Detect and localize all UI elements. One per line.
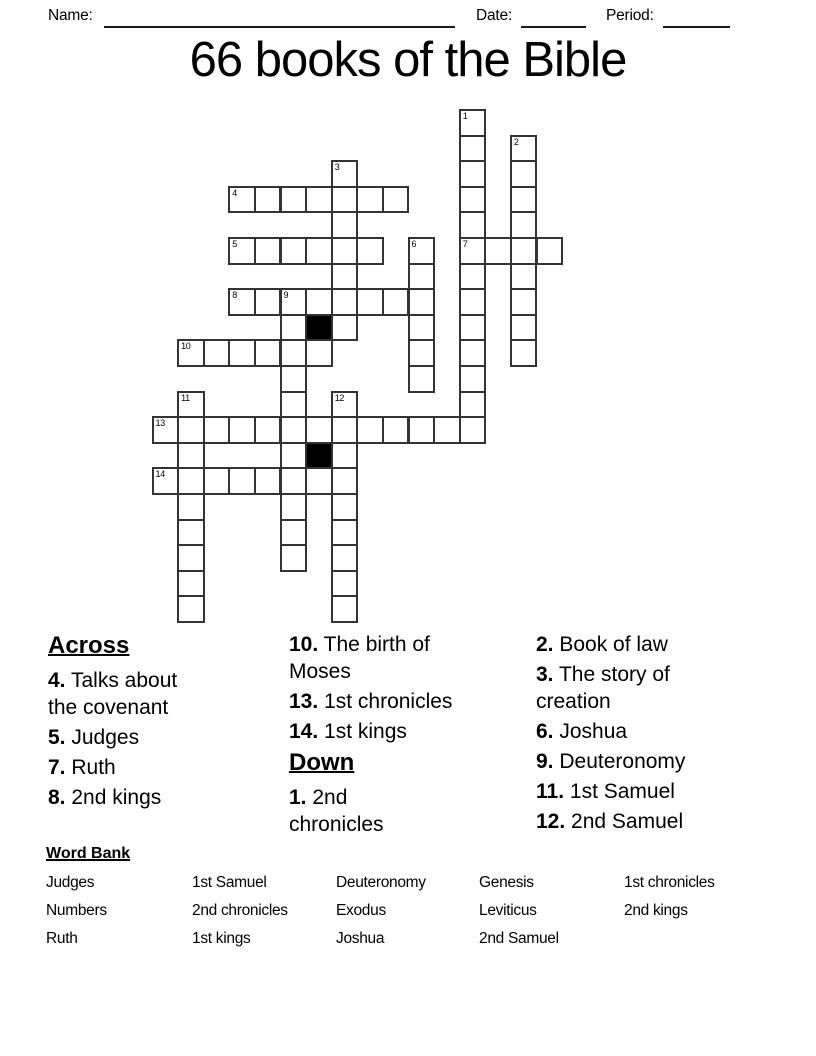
clue-line: the covenant [48, 696, 169, 719]
grid-cell [356, 186, 384, 214]
name-label: Name: [48, 7, 93, 24]
period-label: Period: [606, 7, 654, 24]
word-bank-item: Ruth [46, 930, 78, 947]
grid-cell [177, 391, 205, 419]
cell-number: 7 [462, 239, 468, 249]
grid-cell [331, 595, 359, 623]
clue-item [536, 661, 685, 715]
cell-number: 4 [232, 187, 238, 198]
grid-cell [280, 519, 308, 547]
clue-text: 1st kings [324, 720, 407, 743]
grid-cell [331, 391, 359, 419]
clue-text: 2nd Samuel [571, 810, 684, 833]
word-bank-item: Exodus [336, 902, 386, 919]
grid-cell [280, 365, 308, 393]
date-label: Date: [476, 7, 513, 24]
grid-cell [254, 288, 282, 316]
cell-number: 12 [334, 392, 345, 403]
grid-cell [280, 493, 308, 521]
clue-item [536, 631, 685, 658]
clue-number: 10. [289, 633, 319, 656]
word-bank-title: Word Bank [46, 845, 131, 862]
clue-line [536, 661, 685, 688]
cell-number: 14 [155, 469, 165, 480]
clue-text: The story of [558, 663, 670, 686]
grid-cell [459, 237, 487, 265]
grid-cell [331, 544, 359, 572]
clue-text: Talks about [70, 669, 178, 692]
grid-cell [536, 237, 564, 265]
grid-cell [510, 339, 538, 367]
grid-cell [459, 109, 487, 137]
grid-cell [177, 595, 205, 623]
clue-item [536, 748, 685, 775]
grid-cell [228, 288, 256, 316]
grid-cell [408, 237, 436, 265]
clue-line [536, 631, 685, 658]
clue-text: Judges [71, 726, 140, 749]
grid-cell [228, 467, 256, 495]
clue-line [536, 808, 685, 835]
clue-text: 1st chronicles [324, 690, 453, 713]
clue-line [536, 778, 685, 805]
clue-text: Ruth [71, 756, 116, 779]
clue-line [48, 724, 177, 751]
clue-item [48, 754, 177, 781]
word-bank-item: Leviticus [479, 902, 537, 919]
grid-cell [510, 263, 538, 291]
word-bank-item: Numbers [46, 902, 107, 919]
clue-item [48, 667, 177, 721]
clue-line [48, 784, 177, 811]
name-blank-line [104, 26, 455, 28]
cell-number: 10 [181, 341, 191, 352]
grid-cell [177, 544, 205, 572]
grid-cell [152, 467, 180, 495]
grid-cell [459, 211, 487, 239]
clue-column-1 [289, 631, 452, 841]
clue-item [536, 778, 685, 805]
grid-cell [331, 160, 359, 188]
grid-cell-black [305, 314, 333, 342]
clue-line [536, 748, 685, 775]
grid-cell [459, 288, 487, 316]
grid-cell [152, 416, 180, 444]
clue-line [289, 784, 452, 811]
clue-number: 7. [48, 756, 66, 779]
word-bank-item: Deuteronomy [336, 874, 426, 891]
grid-cell [254, 416, 282, 444]
cell-number: 3 [334, 162, 340, 173]
grid-cell [177, 493, 205, 521]
grid-cell [459, 339, 487, 367]
grid-cell [305, 416, 333, 444]
clue-item [536, 718, 685, 745]
clue-number: 11. [536, 780, 565, 803]
word-bank-item: 1st Samuel [192, 874, 267, 891]
clue-section-header: Across [48, 632, 130, 659]
clue-line: creation [536, 690, 611, 713]
grid-cell [510, 186, 538, 214]
grid-cell [331, 442, 359, 470]
grid-cell [459, 365, 487, 393]
grid-cell [280, 314, 308, 342]
clue-number: 13. [289, 690, 319, 713]
cell-number: 2 [513, 136, 519, 147]
clue-number: 4. [48, 669, 66, 692]
grid-cell [331, 519, 359, 547]
clue-number: 5. [48, 726, 66, 749]
grid-cell [280, 544, 308, 572]
grid-cell [382, 288, 410, 316]
clue-text: 2nd kings [71, 786, 162, 809]
cell-number: 11 [181, 392, 190, 403]
word-bank-item: 1st chronicles [624, 874, 715, 891]
clue-text: Deuteronomy [559, 750, 686, 773]
cell-number: 5 [232, 239, 238, 249]
grid-cell [408, 339, 436, 367]
grid-cell [382, 416, 410, 444]
grid-cell [280, 442, 308, 470]
clue-item [48, 724, 177, 751]
clue-line [48, 754, 177, 781]
grid-cell [177, 570, 205, 598]
word-bank-item: Genesis [479, 874, 534, 891]
grid-cell [331, 263, 359, 291]
grid-cell [459, 391, 487, 419]
clue-line: chronicles [289, 813, 384, 836]
clue-number: 2. [536, 633, 554, 656]
clue-line [289, 718, 452, 745]
grid-cell [254, 467, 282, 495]
clue-text: 1st Samuel [569, 780, 675, 803]
grid-cell [459, 160, 487, 188]
grid-cell [254, 339, 282, 367]
grid-cell [459, 314, 487, 342]
grid-cell [280, 186, 308, 214]
grid-cell [203, 416, 231, 444]
grid-cell [459, 186, 487, 214]
grid-cell [356, 237, 384, 265]
clue-column-0 [48, 631, 177, 814]
grid-cell [331, 186, 359, 214]
grid-cell [408, 288, 436, 316]
grid-cell [408, 263, 436, 291]
grid-cell [177, 467, 205, 495]
word-bank-item: 2nd kings [624, 902, 688, 919]
cell-number: 6 [411, 239, 417, 249]
grid-cell [203, 467, 231, 495]
grid-cell [228, 339, 256, 367]
grid-cell [356, 288, 384, 316]
grid-cell-black [305, 442, 333, 470]
clue-item [289, 784, 452, 838]
cell-number: 9 [283, 290, 289, 301]
grid-cell [331, 570, 359, 598]
clue-number: 6. [536, 720, 554, 743]
grid-cell [331, 467, 359, 495]
grid-cell [510, 211, 538, 239]
grid-cell [331, 288, 359, 316]
grid-cell [280, 288, 308, 316]
clue-number: 3. [536, 663, 554, 686]
clue-item [289, 688, 452, 715]
grid-cell [177, 519, 205, 547]
grid-cell [408, 365, 436, 393]
clue-item [289, 718, 452, 745]
clue-number: 9. [536, 750, 554, 773]
clue-number: 8. [48, 786, 66, 809]
grid-cell [510, 160, 538, 188]
grid-cell [280, 391, 308, 419]
grid-cell [280, 467, 308, 495]
grid-cell [177, 442, 205, 470]
cell-number: 8 [232, 290, 238, 301]
clue-item [48, 784, 177, 811]
period-blank-line [663, 26, 730, 28]
grid-cell [510, 288, 538, 316]
word-bank-item: Judges [46, 874, 95, 891]
grid-cell [382, 186, 410, 214]
clue-line [536, 718, 685, 745]
grid-cell [280, 237, 308, 265]
grid-cell [305, 237, 333, 265]
grid-cell [510, 135, 538, 163]
clue-line [289, 631, 452, 658]
grid-cell [254, 237, 282, 265]
word-bank-item: Joshua [336, 930, 385, 947]
clue-line [289, 688, 452, 715]
clue-item [289, 631, 452, 685]
grid-cell [459, 135, 487, 163]
clue-number: 12. [536, 810, 566, 833]
grid-cell [177, 416, 205, 444]
grid-cell [228, 416, 256, 444]
clue-item [536, 808, 685, 835]
grid-cell [305, 186, 333, 214]
word-bank-item: 2nd Samuel [479, 930, 559, 947]
grid-cell [305, 467, 333, 495]
grid-cell [331, 211, 359, 239]
clue-column-2 [536, 631, 685, 838]
grid-cell [510, 314, 538, 342]
grid-cell [280, 339, 308, 367]
grid-cell [433, 416, 461, 444]
grid-cell [484, 237, 512, 265]
grid-cell [408, 416, 436, 444]
grid-cell [408, 314, 436, 342]
clue-text: Book of law [559, 633, 668, 656]
grid-cell [459, 416, 487, 444]
grid-cell [331, 314, 359, 342]
clue-line [48, 667, 177, 694]
grid-cell [228, 237, 256, 265]
grid-cell [356, 416, 384, 444]
cell-number: 13 [155, 418, 165, 429]
grid-cell [228, 186, 256, 214]
grid-cell [280, 416, 308, 444]
word-bank-item: 1st kings [192, 930, 251, 947]
date-blank-line [521, 26, 586, 28]
grid-cell [203, 339, 231, 367]
grid-cell [177, 339, 205, 367]
grid-cell [305, 288, 333, 316]
clue-number: 1. [289, 786, 307, 809]
cell-number: 1 [462, 111, 468, 121]
word-bank-item: 2nd chronicles [192, 902, 288, 919]
clue-text: 2nd [312, 786, 348, 809]
clue-text: Joshua [559, 720, 628, 743]
worksheet-title: 66 books of the Bible [189, 33, 627, 87]
clue-section-header: Down [289, 749, 355, 776]
grid-cell [331, 416, 359, 444]
clue-line: Moses [289, 660, 351, 683]
grid-cell [305, 339, 333, 367]
grid-cell [510, 237, 538, 265]
clue-number: 14. [289, 720, 319, 743]
grid-cell [331, 493, 359, 521]
grid-cell [254, 186, 282, 214]
grid-cell [331, 237, 359, 265]
grid-cell [459, 263, 487, 291]
clue-text: The birth of [323, 633, 430, 656]
